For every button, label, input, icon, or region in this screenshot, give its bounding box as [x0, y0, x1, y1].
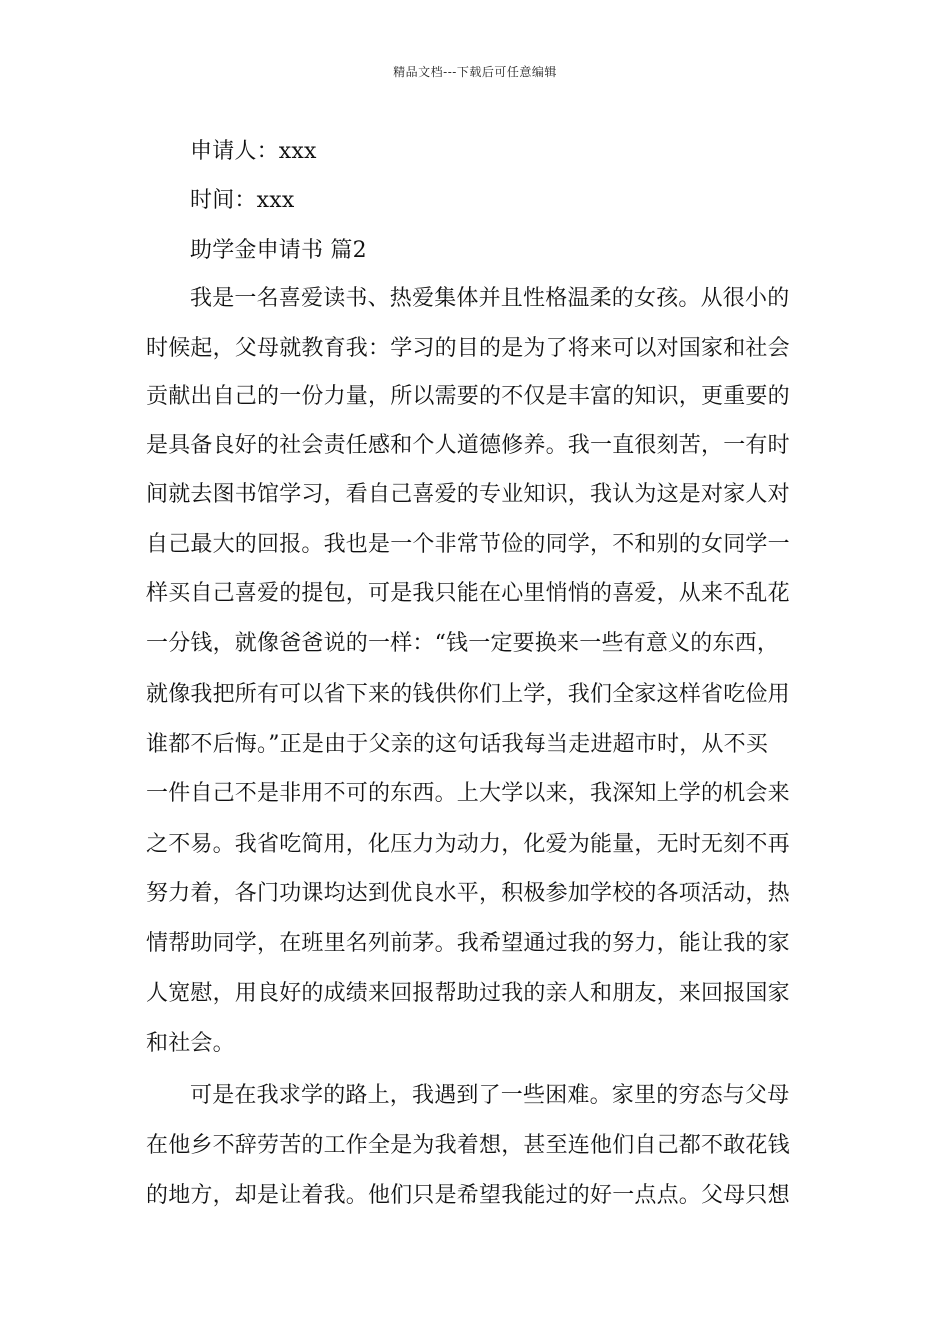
date-line: 时间：xxx: [190, 188, 295, 213]
paragraph-line: 一分钱，就像爸爸说的一样：“钱一定要换来一些有意义的东西，: [146, 631, 780, 656]
paragraph-line: 可是在我求学的路上，我遇到了一些困难。家里的穷态与父母: [190, 1083, 790, 1108]
paragraph-line: 人宽慰，用良好的成绩来回报帮助过我的亲人和朋友，来回报国家: [146, 981, 790, 1006]
paragraph-line: 之不易。我省吃简用，化压力为动力，化爱为能量，无时无刻不再: [146, 832, 790, 857]
paragraph-line: 在他乡不辞劳苦的工作全是为我着想，甚至连他们自己都不敢花钱: [146, 1133, 790, 1158]
paragraph-line: 的地方，却是让着我。他们只是希望我能过的好一点点。父母只想: [146, 1183, 790, 1208]
paragraph-line: 一件自己不是非用不可的东西。上大学以来，我深知上学的机会来: [146, 781, 790, 806]
paragraph-line: 情帮助同学，在班里名列前茅。我希望通过我的努力，能让我的家: [146, 931, 790, 956]
paragraph-line: 努力着，各门功课均达到优良水平，积极参加学校的各项活动，热: [146, 881, 790, 906]
applicant-line: 申请人：xxx: [190, 139, 317, 164]
paragraph-line: 时候起，父母就教育我：学习的目的是为了将来可以对国家和社会: [146, 336, 790, 361]
paragraph-line: 贡献出自己的一份力量，所以需要的不仅是丰富的知识，更重要的: [146, 384, 790, 409]
paragraph-line: 和社会。: [146, 1031, 235, 1056]
paragraph-line: 是具备良好的社会责任感和个人道德修养。我一直很刻苦，一有时: [146, 433, 790, 458]
paragraph-line: 间就去图书馆学习，看自己喜爱的专业知识，我认为这是对家人对: [146, 482, 790, 507]
paragraph-line: 我是一名喜爱读书、热爱集体并且性格温柔的女孩。从很小的: [190, 286, 790, 311]
section-title: 助学金申请书 篇2: [190, 238, 367, 263]
paragraph-line: 样买自己喜爱的提包，可是我只能在心里悄悄的喜爱，从来不乱花: [146, 581, 790, 606]
paragraph-line: 谁都不后悔。”正是由于父亲的这句话我每当走进超市时，从不买: [146, 732, 769, 757]
paragraph-line: 自己最大的回报。我也是一个非常节俭的同学，不和别的女同学一: [146, 532, 790, 557]
paragraph-line: 就像我把所有可以省下来的钱供你们上学，我们全家这样省吃俭用: [146, 682, 790, 707]
page-header: 精品文档---下载后可任意编辑: [393, 65, 557, 79]
